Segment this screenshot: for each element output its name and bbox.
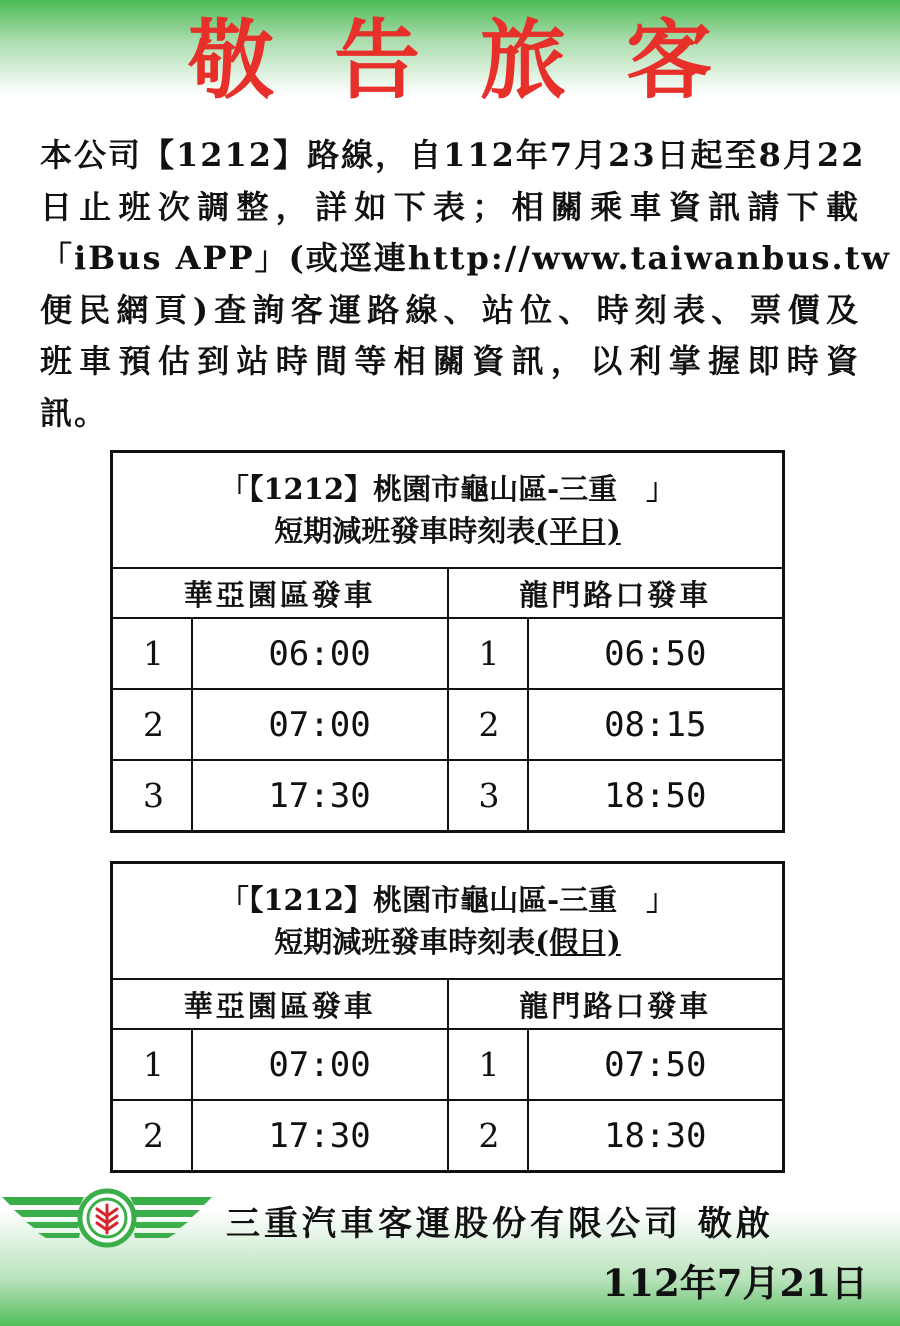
column-header-right: 龍門路口發車	[448, 568, 784, 618]
run-number: 1	[112, 1029, 192, 1100]
departure-time: 08:15	[528, 689, 784, 760]
departure-time: 18:30	[528, 1100, 784, 1172]
departure-time: 17:30	[192, 760, 448, 832]
table-header-row	[112, 979, 784, 1029]
column-header-left: 華亞園區發車	[112, 979, 448, 1029]
run-number: 2	[448, 1100, 528, 1172]
table-header-row	[112, 568, 784, 618]
notice-line: 便民網頁)查詢客運路線、站位、時刻表、票價及	[40, 290, 860, 329]
caption-subtitle	[113, 921, 782, 963]
page-title: 敬告旅客	[188, 11, 772, 111]
company-signature: 三重汽車客運股份有限公司 敬啟	[226, 1204, 774, 1244]
notice-line: 訊。	[40, 393, 109, 432]
notice-line: 本公司【1212】路線，自112年7月23日起至8月22	[40, 136, 866, 174]
company-logo-icon	[0, 1183, 214, 1253]
column-header-left: 華亞園區發車	[112, 568, 448, 618]
notice-line: 日止班次調整，詳如下表；相關乘車資訊請下載	[40, 187, 860, 226]
table-row	[112, 689, 784, 760]
notice-body	[40, 130, 892, 439]
column-header-right: 龍門路口發車	[448, 979, 784, 1029]
departure-time: 06:50	[528, 618, 784, 689]
caption-day-type: (假日)	[535, 925, 621, 959]
caption-route: 「【1212】桃園市龜山區-三重 」	[219, 472, 676, 506]
run-number: 1	[112, 618, 192, 689]
table-row	[112, 618, 784, 689]
run-number: 2	[448, 689, 528, 760]
caption-day-type: (平日)	[535, 514, 621, 548]
departure-time: 07:50	[528, 1029, 784, 1100]
caption-subtitle	[113, 510, 782, 552]
schedule-caption	[112, 863, 784, 980]
departure-time: 17:30	[192, 1100, 448, 1172]
run-number: 3	[448, 760, 528, 832]
table-row	[112, 760, 784, 832]
holiday-schedule-table	[110, 861, 785, 1173]
weekday-schedule-table	[110, 450, 785, 833]
run-number: 1	[448, 1029, 528, 1100]
caption-route: 「【1212】桃園市龜山區-三重 」	[219, 883, 676, 917]
schedule-caption	[112, 452, 784, 569]
run-number: 3	[112, 760, 192, 832]
notice-line: 「iBus APP」(或逕連http://www.taiwanbus.tw	[40, 239, 892, 277]
departure-time: 07:00	[192, 1029, 448, 1100]
caption-subtitle-text: 短期減班發車時刻表	[274, 925, 536, 959]
departure-time: 07:00	[192, 689, 448, 760]
departure-time: 06:00	[192, 618, 448, 689]
table-row	[112, 1100, 784, 1172]
notice-line: 班車預估到站時間等相關資訊，以利掌握即時資	[40, 342, 860, 380]
table-row	[112, 1029, 784, 1100]
run-number: 1	[448, 618, 528, 689]
departure-time: 18:50	[528, 760, 784, 832]
run-number: 2	[112, 689, 192, 760]
issue-date: 112年7月21日	[602, 1261, 868, 1305]
run-number: 2	[112, 1100, 192, 1172]
caption-subtitle-text: 短期減班發車時刻表	[274, 514, 536, 548]
